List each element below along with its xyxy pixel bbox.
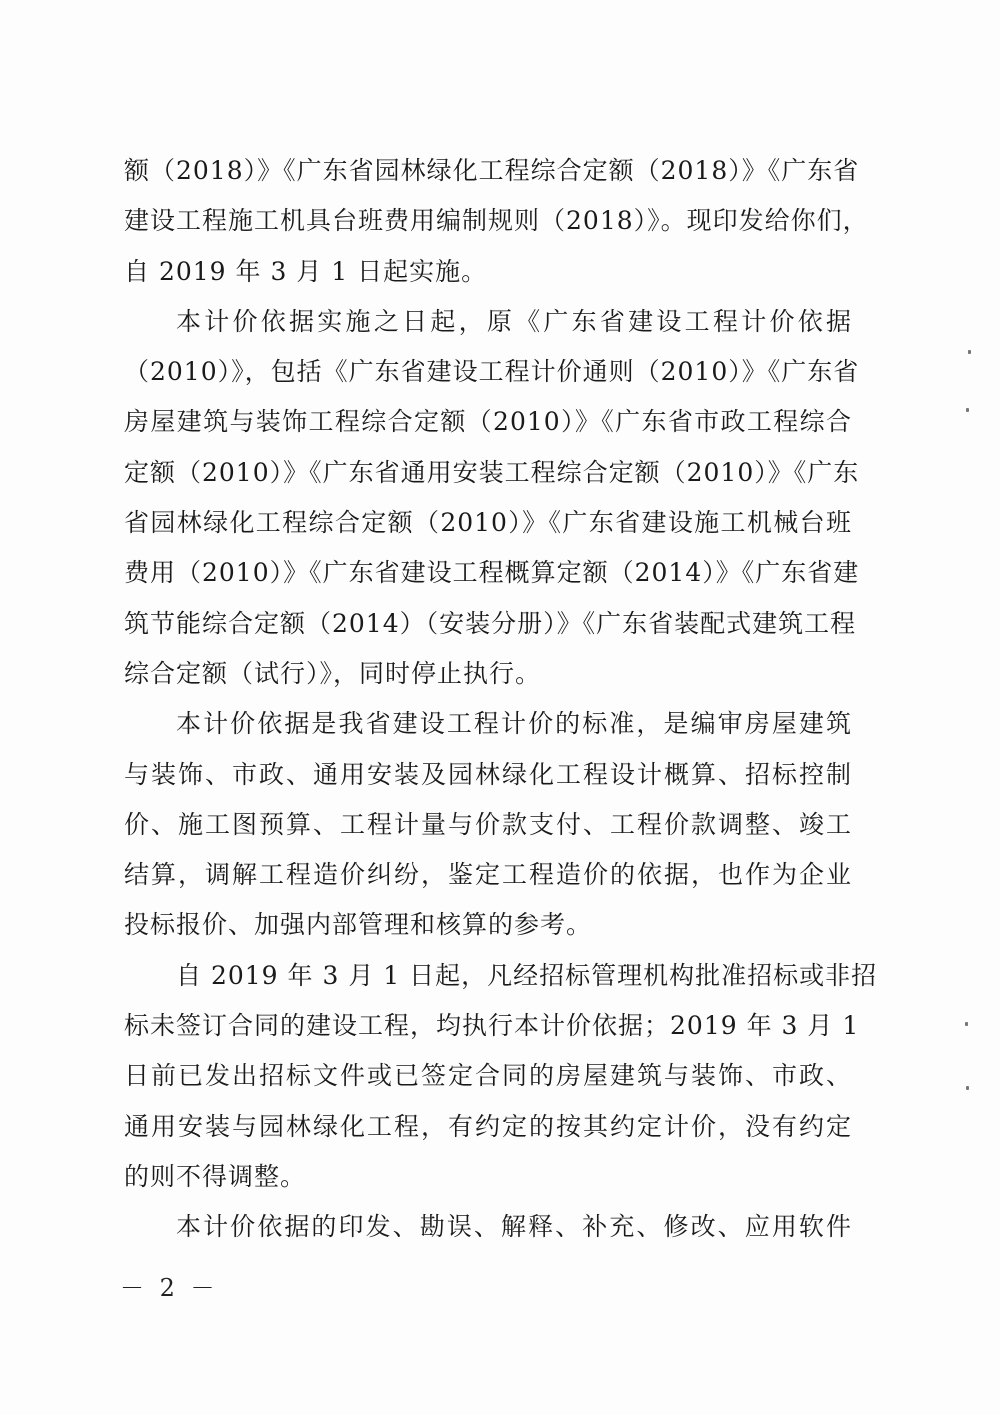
body-text xyxy=(124,146,878,1253)
text-line: 费用（2010）》《广东省建设工程概算定额（2014）》《广东省建 xyxy=(124,558,860,588)
text-line: 额（2018）》《广东省园林绿化工程综合定额（2018）》《广东省 xyxy=(124,156,860,185)
text-line: 自 2019 年 3 月 1 日起，凡经招标管理机构批准招标或非招 xyxy=(176,960,878,990)
text-line: 本计价依据的印发、勘误、解释、补充、修改、应用软件 xyxy=(176,1212,852,1242)
text-line: 的则不得调整。 xyxy=(124,1161,307,1191)
text-line: 与装饰、市政、通用安装及园林绿化工程设计概算、招标控制 xyxy=(124,759,852,789)
text-line: 房屋建筑与装饰工程综合定额（2010）》《广东省市政工程综合 xyxy=(124,407,852,437)
scan-speck xyxy=(966,1086,969,1090)
scan-speck xyxy=(965,1022,968,1026)
text-line: 投标报价、加强内部管理和核算的参考。 xyxy=(124,910,593,940)
text-line: 本计价依据实施之日起，原《广东省建设工程计价依据 xyxy=(176,306,852,336)
text-line: 日前已发出招标文件或已签定合同的房屋建筑与装饰、市政、 xyxy=(124,1061,852,1091)
text-line: 综合定额（试行）》，同时停止执行。 xyxy=(124,658,542,688)
text-line: （2010）》，包括《广东省建设工程计价通则（2010）》《广东省 xyxy=(124,357,860,387)
scan-speck xyxy=(966,408,969,412)
text-line: 结算，调解工程造价纠纷，鉴定工程造价的依据，也作为企业 xyxy=(124,860,852,890)
text-line: 筑节能综合定额（2014）（安装分册）》《广东省装配式建筑工程 xyxy=(124,608,857,638)
text-line: 标未签订合同的建设工程，均执行本计价依据；2019 年 3 月 1 xyxy=(124,1011,860,1041)
text-line: 建设工程施工机具台班费用编制规则（2018）》。现印发给你们， xyxy=(124,206,869,236)
page-number: － 2 － xyxy=(120,1274,219,1302)
text-line: 自 2019 年 3 月 1 日起实施。 xyxy=(124,256,488,286)
text-line: 定额（2010）》《广东省通用安装工程综合定额（2010）》《广东 xyxy=(124,457,860,487)
text-line: 本计价依据是我省建设工程计价的标准，是编审房屋建筑 xyxy=(176,709,852,739)
text-line: 价、施工图预算、工程计量与价款支付、工程价款调整、竣工 xyxy=(124,809,852,839)
scan-speck xyxy=(968,350,971,354)
text-line: 通用安装与园林绿化工程，有约定的按其约定计价，没有约定 xyxy=(124,1111,852,1141)
text-line: 省园林绿化工程综合定额（2010）》《广东省建设施工机械台班 xyxy=(124,508,852,538)
